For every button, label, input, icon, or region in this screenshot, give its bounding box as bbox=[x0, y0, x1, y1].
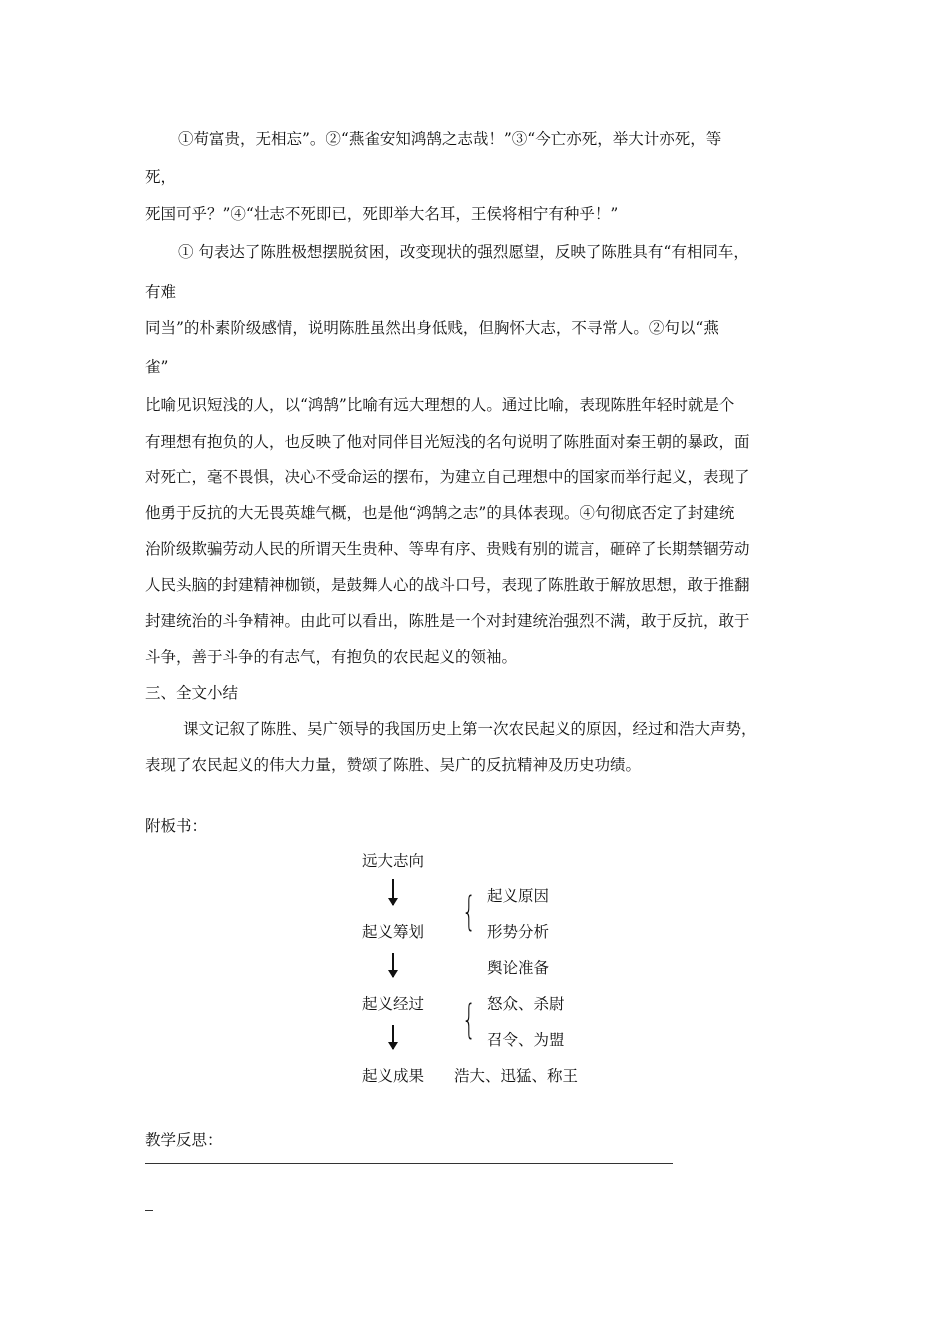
paragraph-line: 斗争，善于斗争的有志气，有抱负的农民起义的领袖。 bbox=[145, 648, 518, 666]
board-step: 远大志向 bbox=[362, 852, 425, 870]
paragraph-line: 他勇于反抗的大无畏英雄气概，也是他“鸿鹄之志”的具体表现。④句彻底否定了封建统 bbox=[145, 504, 735, 522]
paragraph-line: 雀” bbox=[145, 358, 169, 376]
reflection-label: 教学反思： bbox=[145, 1131, 223, 1149]
down-arrow-icon bbox=[392, 879, 394, 905]
reflection-underline bbox=[145, 1163, 673, 1164]
board-step: 起义经过 bbox=[362, 995, 425, 1013]
paragraph-line: 对死亡，毫不畏惧，决心不受命运的摆布，为建立自己理想中的国家而举行起义，表现了 bbox=[145, 468, 750, 486]
reflection-dash bbox=[145, 1210, 153, 1211]
paragraph-line: 有理想有抱负的人，也反映了他对同伴目光短浅的名句说明了陈胜面对秦王朝的暴政，面 bbox=[145, 433, 750, 451]
board-label: 附板书： bbox=[145, 817, 208, 835]
paragraph-line: 封建统治的斗争精神。由此可以看出，陈胜是一个对封建统治强烈不满，敢于反抗，敢于 bbox=[145, 612, 750, 630]
down-arrow-icon bbox=[392, 953, 394, 977]
left-brace-icon: { bbox=[462, 889, 476, 935]
paragraph-line: 同当”的朴素阶级感情，说明陈胜虽然出身低贱，但胸怀大志，不寻常人。②句以“燕 bbox=[145, 319, 719, 337]
paragraph-line: 比喻见识短浅的人，以“鸿鹄”比喻有远大理想的人。通过比喻，表现陈胜年轻时就是个 bbox=[145, 396, 735, 414]
paragraph-line: ① 句表达了陈胜极想摆脱贫困，改变现状的强烈愿望，反映了陈胜具有“有相同车， bbox=[178, 243, 749, 261]
paragraph-line: 死， bbox=[145, 168, 177, 186]
board-sub-item: 起义原因 bbox=[487, 887, 550, 905]
paragraph-line: 治阶级欺骗劳动人民的所谓天生贵种、等卑有序、贵贱有别的谎言，砸碎了长期禁锢劳动 bbox=[145, 540, 750, 558]
section-heading: 三、全文小结 bbox=[145, 684, 239, 702]
down-arrow-icon bbox=[392, 1025, 394, 1049]
board-sub-item: 舆论准备 bbox=[487, 959, 550, 977]
board-result: 浩大、迅猛、称王 bbox=[454, 1067, 579, 1085]
summary-line: 课文记叙了陈胜、吴广领导的我国历史上第一次农民起义的原因，经过和浩大声势， bbox=[183, 720, 757, 738]
paragraph-line: ①苟富贵，无相忘”。②“燕雀安知鸿鹄之志哉！”③“今亡亦死，举大计亦死，等 bbox=[178, 130, 722, 148]
paragraph-line: 死国可乎？”④“壮志不死即已，死即举大名耳，王侯将相宁有种乎！” bbox=[145, 205, 619, 223]
board-sub-item: 形势分析 bbox=[487, 923, 550, 941]
summary-line: 表现了农民起义的伟大力量，赞颂了陈胜、吴广的反抗精神及历史功绩。 bbox=[145, 756, 642, 774]
board-step: 起义成果 bbox=[362, 1067, 425, 1085]
board-sub-item: 怒众、杀尉 bbox=[487, 995, 565, 1013]
board-sub-item: 召令、为盟 bbox=[487, 1031, 565, 1049]
board-step: 起义筹划 bbox=[362, 923, 425, 941]
left-brace-icon: { bbox=[462, 997, 476, 1043]
paragraph-line: 有难 bbox=[145, 283, 177, 301]
paragraph-line: 人民头脑的封建精神枷锁，是鼓舞人心的战斗口号，表现了陈胜敢于解放思想，敢于推翻 bbox=[145, 576, 750, 594]
